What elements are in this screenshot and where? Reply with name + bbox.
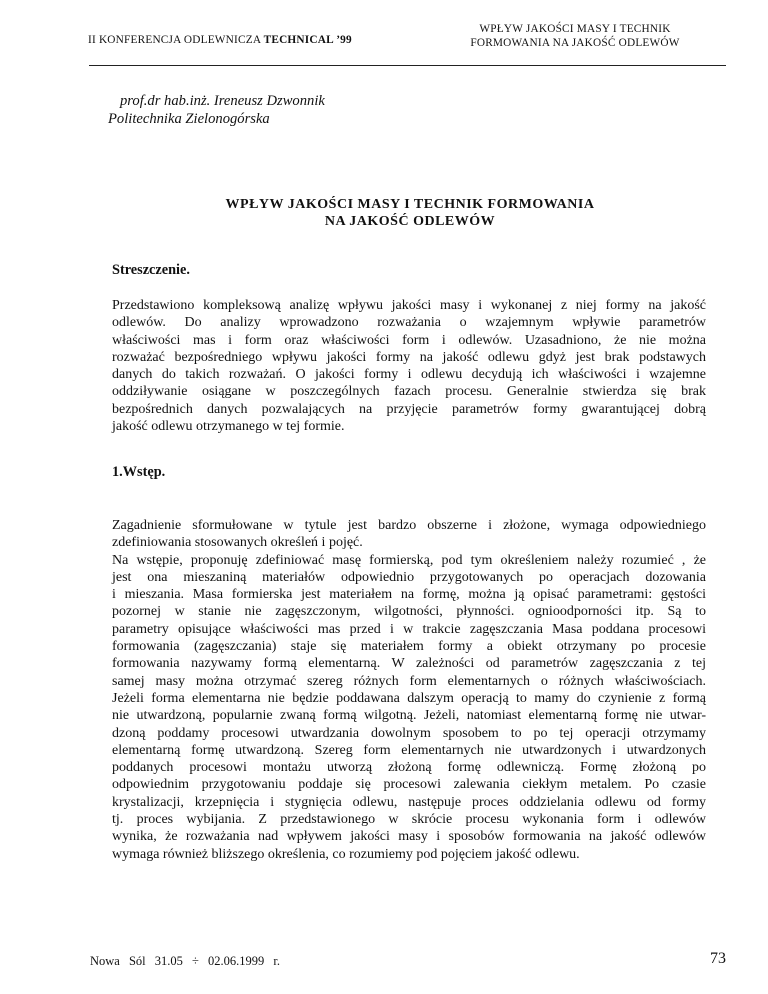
intro-line: poddanych procesowi montażu utworzą złożoną formę odlewniczą. Formę złożoną po [112,760,706,776]
intro-line: elementarną formę utwardzoną. Szereg form elementarnych nie utwardzonych i utwardzonych [112,742,706,758]
footer-location-date [90,954,280,969]
intro-line: i mieszania. Masa formierska jest materiałem na formę, można ją opisać parametrami: gęstości [112,587,706,603]
intro-line: jest ona mieszaniną materiałów odpowiednio przygotowanych po operacjach dozowania [112,569,706,585]
abstract-line: Przedstawiono kompleksową analizę wpływu jakości masy i wykonanej z niej formy na jakość [112,298,706,313]
running-title-line-2: FORMOWANIA NA JAKOŚĆ ODLEWÓW [470,37,680,49]
author-block [108,92,325,128]
abstract-line: właściwości mas i form oraz właściwości form i odlewów. Uzasadniono, że nie można [112,332,706,348]
intro-line: tj. proces wybijania. Z przedstawionego w skrócie procesu wykonania form i odlewów [112,812,706,828]
paper-title [120,196,700,230]
intro-line: pozornej w stanie nie zagęszczonym, wilgotności, płynności. ognioodporności itp. Są to [112,604,706,620]
intro-line: formowania nazywamy formą elementarną. W zależności od parametrów zagęszczania z tej [112,656,706,672]
intro-line: dzoną poddamy procesowi utwardzania dowolnym sposobem to po tej operacji otrzymamy [112,725,706,741]
intro-text [112,517,706,863]
intro-line: krystalizacji, krzepnięcia i stygnięcia odlewu, następuje proces oddzielania odlewu od formy [112,794,706,810]
header-rule [89,65,726,66]
conference-edition: TECHNICAL ’99 [263,34,352,46]
author-name: prof.dr hab.inż. Ireneusz Dzwonnik [120,93,325,109]
section-heading-intro: 1.Wstęp. [112,464,166,480]
intro-line: Zagadnienie sformułowane w tytule jest bardzo obszerne i złożone, wymaga odpowiedniego [112,518,706,533]
running-header-right [400,22,750,50]
abstract-line: odlewów. Do analizy wprowadzono rozważania o wzajemnym wpływie parametrów [112,315,706,331]
title-line-1: WPŁYW JAKOŚCI MASY I TECHNIK FORMOWANIA [225,197,595,212]
intro-line: Jeżeli forma elementarna nie będzie poddawana dalszym operacją to mamy do czynienie z formą [112,690,706,706]
footer-dates: 31.05 ÷ 02.06.1999 r. [154,954,280,968]
intro-line: wymaga również bliższego określenia, co rozumiemy pod pojęciem jakość odlewu. [112,846,580,862]
author-affiliation: Politechnika Zielonogórska [108,111,270,127]
abstract-text [112,297,706,435]
abstract-line: bezpośrednich danych pozwalających na przyjęcie parametrów formy gwarantującej dobrą [112,401,706,417]
title-line-2: NA JAKOŚĆ ODLEWÓW [324,214,496,229]
intro-line: nie utwardzoną, popularnie zwaną formą wilgotną. Jeżeli, natomiast elementarną formę nie utwar- [112,708,706,724]
abstract-line: rozważać bezpośredniego wpływu jakości formy na jakość odlewu gdyż jest brak podstawych [112,349,706,365]
page-number: 73 [710,950,726,967]
running-header-left [88,34,352,46]
abstract-line: oddziływanie osiągane w poszczególnych fazach procesu. Generalnie stwierdza się brak [112,384,706,400]
conference-name: II KONFERENCJA ODLEWNICZA [88,34,264,46]
intro-line: zdefiniowania stosowanych określeń i pojęć. [112,535,363,551]
intro-line: wynika, że rozważania nad wpływem jakości masy i sposobów formowania na jakość odlewów [112,829,706,845]
intro-line: formowania (zagęszczania) staje się materiałem formy a obiekt otrzymany po procesie [112,639,706,655]
intro-line: odpowiednim przygotowaniu poddaje się procesowi zalewania ciekłym metalem. Po czasie [112,777,706,793]
abstract-line: danych do takich rozważań. O jakości formy i odlewu decydują ich właściwości i wzajemne [112,367,706,383]
intro-line: Na wstępie, proponuję zdefiniować masę formierską, pod tym określeniem należy rozumieć , że [112,552,706,568]
intro-line: samej masy można otrzymać szereg różnych form elementarnych o różnych właściwościach. [112,673,706,689]
running-title-line-1: WPŁYW JAKOŚCI MASY I TECHNIK [479,23,671,35]
abstract-heading: Streszczenie. [112,262,190,278]
footer-location: Nowa Sól [90,954,146,968]
abstract-line: jakość odlewu otrzymanego w tej formie. [112,419,345,435]
intro-line: parametry opisujące właściwości mas przed i w trakcie zagęszczania Masa poddana procesowi [112,621,706,637]
